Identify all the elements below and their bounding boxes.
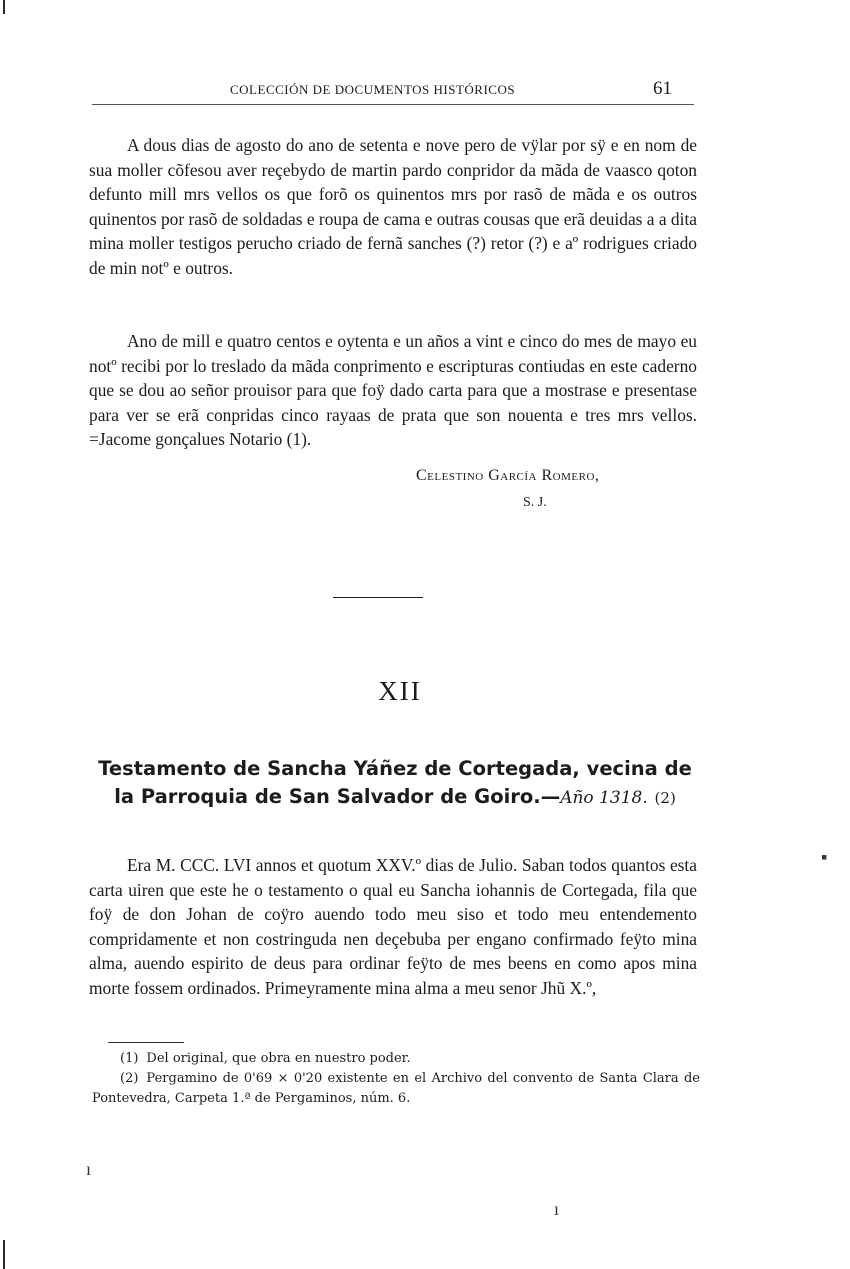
ink-speck: ı — [86, 1159, 92, 1179]
footnote-1 — [92, 1049, 700, 1069]
page-edge-mark — [3, 0, 5, 14]
document-note-ref: (2) — [654, 789, 676, 807]
footnote-text: Pergamino de 0'69 × 0'20 existente en el Archivo del convento de Santa Clara de Pontevedra, Carpeta 1.ª de Pergaminos, núm. 6. — [92, 1071, 700, 1106]
section-divider — [333, 597, 423, 598]
footnote-rule — [108, 1042, 184, 1043]
running-title: COLECCIÓN DE DOCUMENTOS HISTÓRICOS — [230, 82, 516, 97]
footnote-text: Del original, que obra en nuestro poder. — [146, 1051, 411, 1066]
document-title-dash: — — [540, 785, 561, 808]
document-year: Año 1318. — [560, 788, 648, 808]
document-title — [89, 755, 701, 812]
running-header — [92, 78, 694, 105]
footnote-2 — [92, 1069, 700, 1109]
signature-name: Celestino García Romero, — [416, 467, 600, 484]
page-edge-mark — [3, 1240, 5, 1269]
ink-speck: ▪ — [821, 847, 828, 867]
footnote-mark: (2) — [120, 1071, 139, 1086]
document-title-text: Testamento de Sancha Yáñez de Cortegada, vecina de la Parroquia de San Salvador de Goiro. — [98, 757, 692, 808]
paragraph-agosto: A dous dias de agosto do ano de setenta e nove pero de vÿlar por sÿ e en nom de sua moller cõfesou aver reçebydo de martin pardo conpridor da mãda de vaasco qoton defunto mill mrs vellos os que forõ os quinentos mrs por rasõ de mãda e os outros quinentos por rasõ de soldadas e roupa de cama e outras cousas que erã deuidas a a dita mina moller testigos perucho criado de fernã sanches (?) retor (?) e aº rodrigues criado de min notº e outros. — [89, 135, 697, 278]
signature-order: S. J. — [523, 495, 547, 510]
paragraph-ano-mill: Ano de mill e quatro centos e oytenta e un años a vint e cinco do mes de mayo eu notº recibi por lo treslado da mãda conprimento e escripturas contiudas en este caderno que se dou ao señor prouisor para que foÿ dado carta para que a mostrase e presentase para ver se erã conpridas cinco rayaas de prata que son nouenta e tres mrs vellos. =Jacome gonçalues Notario (1). — [89, 331, 697, 450]
footnote-mark: (1) — [120, 1051, 139, 1066]
section-numeral: XII — [378, 676, 422, 706]
page-number: 61 — [653, 78, 672, 99]
testament-body: Era M. CCC. LVI annos et quotum XXV.º dias de Julio. Saban todos quantos esta carta uiren que este he o testamento o qual eu Sancha iohannis de Cortegada, fila que foÿ de don Johan de coÿro auendo todo meu siso et todo meu entendemento compridamente et non costringuda nen deçebuba per engano confirmado feÿto mina alma, auendo espirito de deus para ordinar feÿto de mes beens en como apos mina morte fossem ordinados. Primeyramente mina alma a meu senor Jhũ X.º, — [89, 855, 697, 998]
ink-speck: ı — [554, 1199, 560, 1219]
